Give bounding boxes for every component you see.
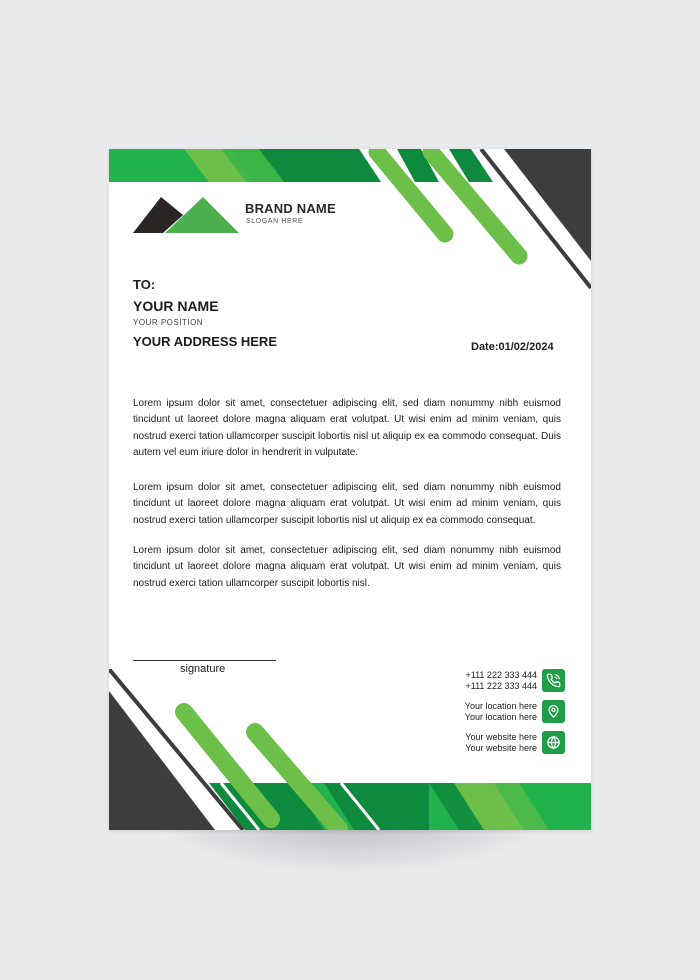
- body-paragraph: Lorem ipsum dolor sit amet, consectetuer adipiscing elit, sed diam nonummy nibh euismod tincidunt ut laoreet dolore magna aliquam erat volutpat. Ut wisi enim ad minim veniam, quis nostrud exerci tation ullamcorper suscipit lobortis nisl.: [133, 545, 561, 589]
- body-paragraph: Lorem ipsum dolor sit amet, consectetuer adipiscing elit, sed diam nonummy nibh euismod tincidunt ut laoreet dolore magna aliquam erat volutpat. Ut wisi enim ad minim veniam, quis nostrud exerci tation ullamcorper suscipit lobortis nisl ut aliquip ex ea commodo consequat. Duis autem vel eum iriure dolor in hendrerit in vulputate.: [133, 398, 561, 459]
- brand-name: BRAND NAME: [245, 201, 336, 216]
- location-pin-icon: [542, 700, 565, 723]
- signature-line: [133, 660, 276, 661]
- recipient-position: YOUR POSITION: [133, 318, 204, 327]
- website-text: Your website here: [465, 742, 537, 753]
- brand-slogan: SLOGAN HERE: [246, 218, 304, 225]
- contact-website: [465, 731, 565, 754]
- recipient-name: YOUR NAME: [133, 298, 219, 314]
- contact-phone: [466, 669, 566, 692]
- location-text: Your location here: [464, 711, 537, 722]
- to-label: TO:: [133, 277, 156, 292]
- location-text: Your location here: [464, 701, 537, 711]
- brand-logo-icon: [133, 195, 241, 235]
- contact-location: [465, 700, 565, 723]
- phone-number: +111 222 333 444: [465, 670, 537, 680]
- body-paragraph: Lorem ipsum dolor sit amet, consectetuer adipiscing elit, sed diam nonummy nibh euismod tincidunt ut laoreet dolore magna aliquam erat volutpat. Ut wisi enim ad minim veniam, quis nostrud exerci tation ullamcorper suscipit lobortis nisl ut aliquip ex ea commodo consequat.: [133, 482, 561, 526]
- globe-icon: [542, 731, 565, 754]
- phone-icon: [542, 669, 565, 692]
- recipient-address: YOUR ADDRESS HERE: [133, 334, 277, 349]
- letterhead-page: [109, 149, 591, 830]
- phone-number: +111 222 333 444: [465, 680, 537, 691]
- signature-label: signature: [180, 663, 226, 675]
- letter-date: Date:01/02/2024: [471, 341, 554, 353]
- website-text: Your website here: [465, 732, 537, 742]
